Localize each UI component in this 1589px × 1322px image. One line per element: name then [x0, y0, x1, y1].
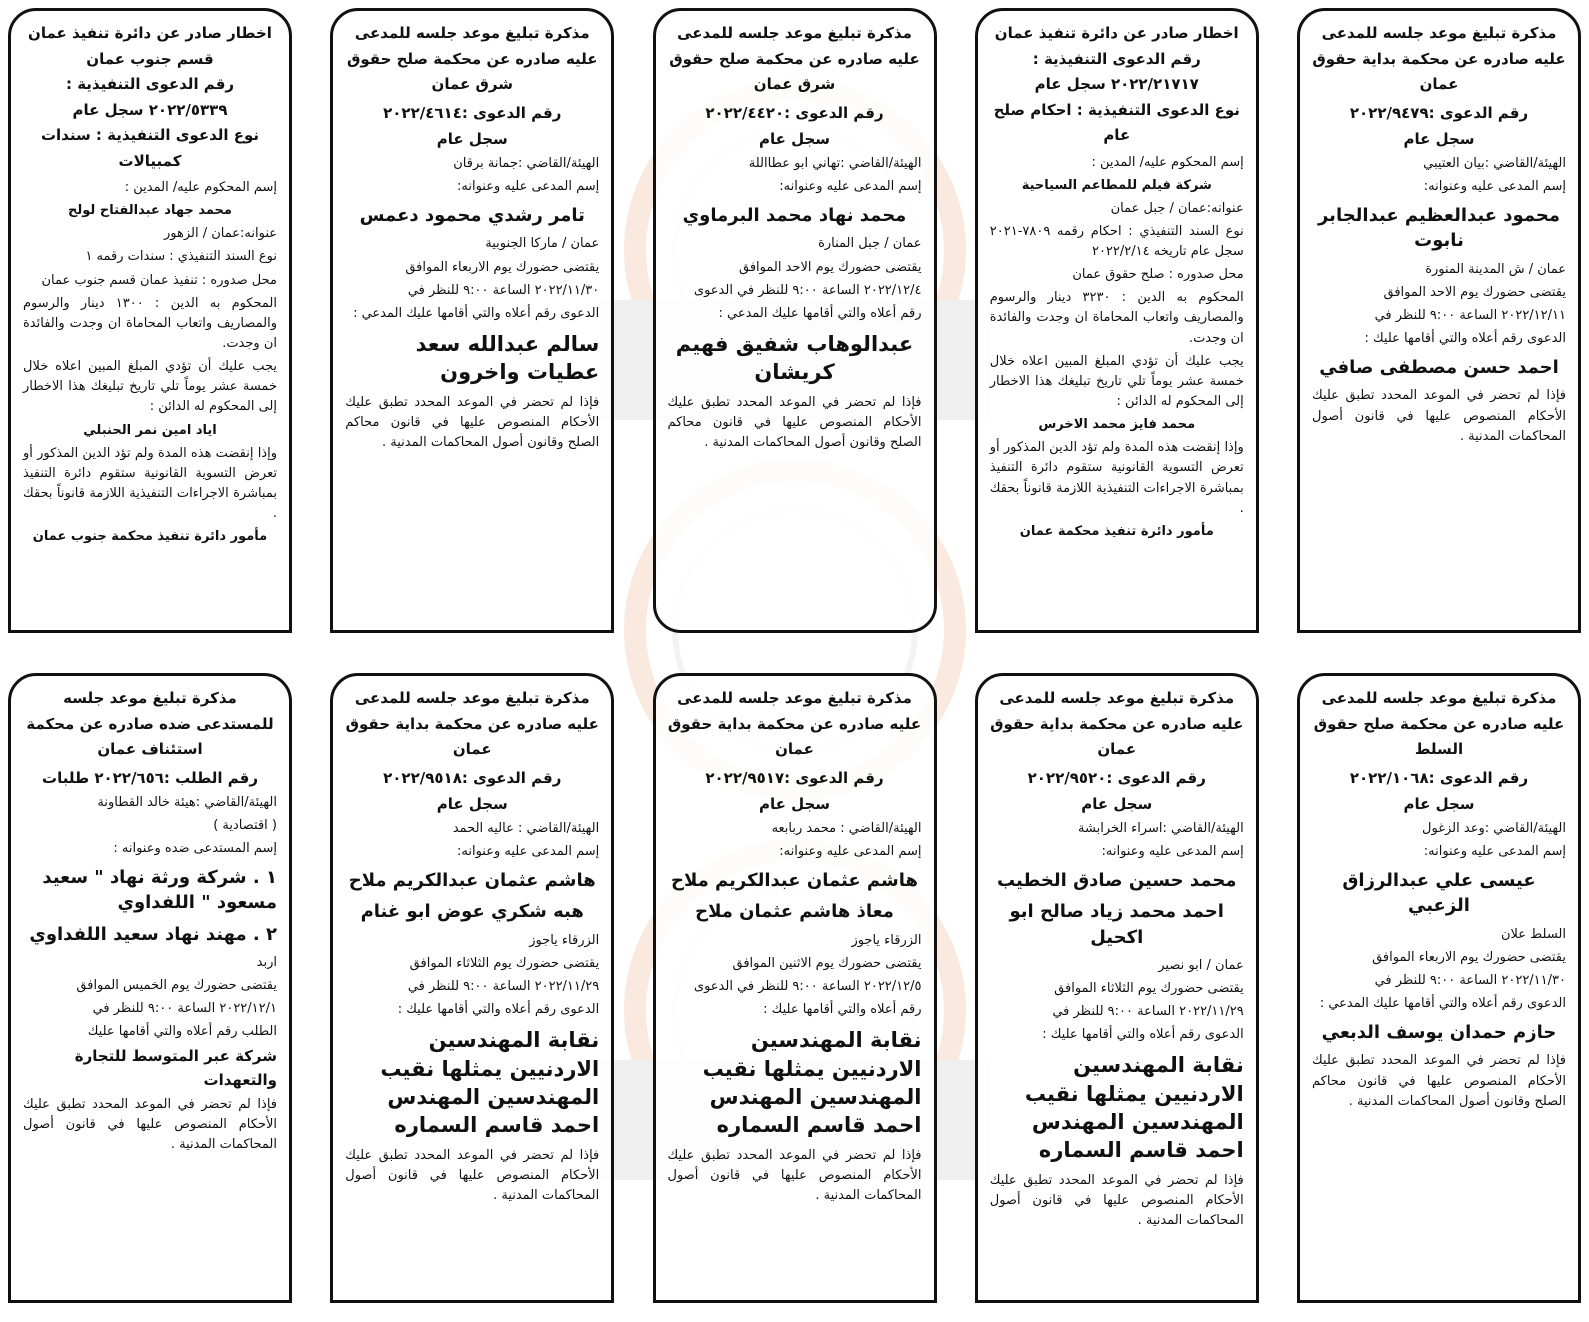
notice-line: الدعوى رقم أعلاه والتي أقامها عليك المدعي :	[353, 305, 600, 321]
notice-title-line: للمستدعى ضده صادره عن محكمة	[26, 714, 274, 733]
notice-title	[990, 21, 1244, 149]
notice-title	[668, 21, 922, 98]
notice-line: اياد امين نمر الحنبلي	[83, 422, 217, 438]
notice-line: نقابة المهندسين الاردنيين يمثلها نقيب المهندسين المهندس احمد قاسم السماره	[1024, 1053, 1244, 1163]
notice-line: إسم المحكوم عليه/ المدين :	[124, 180, 277, 195]
notice-title	[668, 686, 922, 763]
notice-card	[975, 673, 1259, 1303]
notice-title-line: عليه صادره عن محكمة بداية حقوق	[667, 714, 922, 733]
notices-row-bottom	[8, 673, 1581, 1303]
notice-line: نوع السند التنفيذي : سندات رقمه ١	[85, 249, 277, 265]
notice-title-line: مذكرة تبليغ موعد جلسه للمدعى	[1321, 689, 1557, 707]
notice-line: محل صدوره : تنفيذ عمان قسم جنوب عمان	[41, 272, 277, 288]
notice-title-line: رقم الدعوى التنفيذية :	[1032, 49, 1201, 68]
notice-line: ٢ . مهند نهاد سعيد اللفداوي	[29, 923, 277, 945]
notice-card	[1297, 673, 1581, 1303]
notice-line: نقابة المهندسين الاردنيين يمثلها نقيب المهندسين المهندس احمد قاسم السماره	[380, 1028, 600, 1138]
notice-line: محل صدوره : صلح حقوق عمان	[1072, 267, 1244, 283]
notice-line: هاشم عثمان عبدالكريم ملاح	[671, 870, 918, 892]
notice-card	[330, 673, 614, 1303]
notice-line: حازم حمدان يوسف الدبعي	[1321, 1022, 1557, 1044]
notice-title-line: نوع الدعوى التنفيذية : سندات كمبيالات	[40, 126, 260, 170]
notice-line: إسم المدعى عليه وعنوانه:	[456, 179, 600, 195]
notice-line: ٢٠٢٢/١٢/٥ الساعة ٩:٠٠ للنظر في الدعوى	[693, 978, 922, 994]
notice-line: مأمور دائرة تنفيذ محكمة عمان	[1019, 523, 1214, 539]
notice-line: ٢٠٢٢/١٢/٤ الساعة ٩:٠٠ للنظر في الدعوى	[693, 282, 922, 298]
notice-card	[8, 673, 292, 1303]
notice-title-line: مذكرة تبليغ موعد جلسه للمدعى	[677, 24, 912, 42]
notice-line: رقم الدعوى :٢٠٢٢/١٠٦٨	[1349, 768, 1529, 787]
notice-line: اربد	[256, 954, 277, 970]
notice-line: نوع السند التنفيذي : احكام رقمه ٧٨٠٩-٢٠٢١ سجل عام تاريخه ٢٠٢٢/٢/١٤	[989, 223, 1244, 260]
notice-card	[653, 673, 937, 1303]
notice-line: الطلب رقم أعلاه والتي أقامها عليك	[87, 1024, 277, 1040]
notice-line: المحكوم به الدين : ١٣٠٠ دينار والرسوم والمصاريف واتعاب المحاماة ان وجدت والفائدة ان وجدت.	[23, 295, 277, 351]
notice-line: فإذا لم تحضر في الموعد المحدد تطبق عليك الأحكام المنصوص عليها في قانون أصول المحاكمات المدنية .	[667, 1147, 922, 1203]
notice-line: سجل عام	[758, 129, 831, 148]
notice-line: ٢٠٢٢/١١/٢٩ الساعة ٩:٠٠ للنظر في	[1052, 1004, 1244, 1020]
notice-title-line: اخطار صادر عن دائرة تنفيذ عمان	[994, 24, 1239, 42]
notice-title-line: قسم جنوب عمان	[86, 49, 214, 68]
notice-line: عمان / ابو نصير	[1158, 957, 1244, 973]
notice-line: يقتضى حضورك يوم الاثنين الموافق	[732, 955, 922, 971]
notice-title	[23, 21, 277, 174]
notice-line: محمد حسين صادق الخطيب	[996, 870, 1237, 892]
notice-line: سجل عام	[1081, 794, 1153, 813]
notice-line: الدعوى رقم أعلاه والتي أقامها عليك :	[1042, 1027, 1244, 1043]
notice-title	[23, 686, 277, 763]
notice-line: الزرقاء ياجوز	[529, 932, 600, 948]
notice-title-line: مذكرة تبليغ موعد جلسه للمدعى	[999, 689, 1235, 707]
notice-line: الهيئة/القاضي :هيئة خالد القطاونة	[97, 794, 277, 810]
notice-line: رقم الدعوى :٢٠٢٢/٤٤٢٠	[705, 103, 884, 122]
notice-card	[8, 8, 292, 633]
notice-line: ٢٠٢٢/١٢/١١ الساعة ٩:٠٠ للنظر في	[1374, 307, 1566, 323]
notice-line: فإذا لم تحضر في الموعد المحدد تطبق عليك الأحكام المنصوص عليها في قانون محاكم الصلح وقانون أصول المحاكمات المدنية .	[1312, 1053, 1566, 1109]
notice-line: رقم الدعوى :٢٠٢٢/٩٥١٧	[705, 768, 884, 787]
notice-line: المحكوم به الدين : ٣٢٣٠ دينار والرسوم والمصاريف واتعاب المحاماة ان وجدت والفائدة ان وجدت.	[989, 290, 1244, 346]
notice-title-line: عليه صادره عن محكمة صلح حقوق	[346, 49, 598, 68]
notice-title-line: ٢٠٢٢/٢١٧١٧ سجل عام	[1034, 75, 1199, 93]
notice-line: رقم أعلاه والتي أقامها عليك المدعي :	[718, 305, 922, 321]
notice-line: الهيئة/القاضي :تهاني ابو عطااللة	[748, 156, 922, 171]
notice-line: عنوانه:عمان / الزهور	[164, 226, 277, 242]
notice-line: عمان / جبل المنارة	[818, 236, 922, 252]
notice-title-line: اخطار صادر عن دائرة تنفيذ عمان	[28, 24, 272, 42]
notice-line: هبه شكري عوض ابو غنام	[360, 901, 584, 923]
notice-line: فإذا لم تحضر في الموعد المحدد تطبق عليك الأحكام المنصوص عليها في قانون محاكم الصلح وقانون أصول المحاكمات المدنية .	[345, 394, 600, 450]
notice-line: فإذا لم تحضر في الموعد المحدد تطبق عليك الأحكام المنصوص عليها في قانون أصول المحاكمات المدنية .	[1312, 388, 1566, 444]
notice-title	[345, 686, 599, 763]
notice-line: يجب عليك أن تؤدي المبلغ المبين اعلاه خلال خمسة عشر يوماً تلي تاريخ تبليغك هذا الاخطار إلى المحكوم له الدائن :	[23, 359, 277, 415]
notice-line: ٢٠٢٢/١١/٣٠ الساعة ٩:٠٠ للنظر في	[407, 282, 600, 298]
notice-line: مأمور دائرة تنفيذ محكمة جنوب عمان	[32, 529, 268, 545]
notice-line: ٢٠٢٢/١١/٢٩ الساعة ٩:٠٠ للنظر في	[407, 978, 600, 994]
notice-line: سجل عام	[1403, 129, 1475, 148]
notice-line: يقتضى حضورك يوم الاربعاء الموافق	[405, 259, 600, 275]
notice-line: الهيئة/القاضي :بيان العتيبي	[1423, 156, 1566, 171]
notice-line: محمود عبدالعظيم عبدالجابر نابوت	[1317, 205, 1561, 252]
notice-line: عنوانه:عمان / جبل عمان	[1110, 200, 1244, 216]
notice-line: ٢٠٢٢/١٢/١ الساعة ٩:٠٠ للنظر في	[92, 1001, 277, 1017]
notice-line: ( اقتصادية )	[213, 817, 277, 833]
notice-line: نقابة المهندسين الاردنيين يمثلها نقيب المهندسين المهندس احمد قاسم السماره	[702, 1028, 922, 1138]
notice-line: الدعوى رقم أعلاه والتي أقامها عليك المدعي :	[1319, 996, 1566, 1012]
notice-line: عمان / ش المدينة المنورة	[1425, 261, 1566, 277]
notice-line: محمد فايز محمد الاخرس	[1038, 417, 1196, 433]
notice-title-line: عمان	[1097, 740, 1137, 758]
notice-title-line: عمان	[775, 740, 814, 758]
notice-line: رقم أعلاه والتي أقامها عليك :	[763, 1002, 922, 1018]
notice-line: رقم الدعوى :٢٠٢٢/٩٥١٨	[383, 768, 562, 787]
notice-title-line: عليه صادره عن محكمة صلح حقوق	[1313, 714, 1565, 733]
notice-title-line: عمان	[452, 740, 492, 758]
notice-title-line: عمان	[1419, 75, 1459, 93]
notice-line: عمان / ماركا الجنوبية	[485, 236, 600, 252]
notice-line: شركة فيلم للمطاعم السياحية	[1021, 177, 1212, 193]
notice-title-line: مذكرة تبليغ موعد جلسه للمدعى	[1321, 24, 1557, 42]
notice-line: إسم المحكوم عليه/ المدين :	[1091, 154, 1244, 170]
notice-title-line: استئناف عمان	[97, 740, 203, 758]
notice-line: يقتضى حضورك يوم الثلاثاء الموافق	[1054, 980, 1244, 996]
notice-line: ١ . شركة ورثة نهاد " سعيد مسعود " اللفداوي	[42, 867, 277, 914]
notice-line: سجل عام	[436, 794, 508, 813]
notice-line: الهيئة/القاضي :جمانة برقان	[453, 156, 600, 171]
notice-title-line: شرق عمان	[431, 75, 513, 93]
notice-title-line: عليه صادره عن محكمة صلح حقوق	[669, 49, 920, 68]
notice-title	[345, 21, 599, 98]
notice-title-line: رقم الدعوى التنفيذية :	[65, 75, 235, 93]
notice-line: تامر رشدي محمود دعمس	[359, 205, 585, 227]
notice-title-line: شرق عمان	[753, 75, 836, 93]
notice-line: احمد محمد زياد صالح ابو اكحيل	[1009, 901, 1224, 948]
notice-line: فإذا لم تحضر في الموعد المحدد تطبق عليك الأحكام المنصوص عليها في قانون محاكم الصلح وقانون أصول المحاكمات المدنية .	[667, 394, 922, 450]
notice-card	[330, 8, 614, 633]
notice-card	[653, 8, 937, 633]
notice-title	[1312, 686, 1566, 763]
notice-line: سجل عام	[758, 794, 831, 813]
notice-line: يقتضى حضورك يوم الاحد الموافق	[1383, 284, 1566, 300]
notice-line: إسم المدعى عليه وعنوانه:	[1423, 844, 1566, 860]
notice-line: معاذ هاشم عثمان ملاح	[695, 901, 894, 923]
notice-line: وإذا إنقضت هذه المدة ولم تؤد الدين المذكور أو تعرض التسوية القانونية ستقوم دائرة التنفيذ بمباشرة الاجراءات التنفيذية اللازمة قانوناً بحقك .	[23, 445, 277, 522]
notice-line: الدعوى رقم أعلاه والتي أقامها عليك :	[397, 1002, 600, 1018]
notice-line: الدعوى رقم أعلاه والتي أقامها عليك :	[1364, 331, 1566, 347]
notice-line: سجل عام	[436, 129, 508, 148]
notice-line: رقم الدعوى :٢٠٢٢/٤٦١٤	[383, 103, 562, 122]
notice-line: محمد جهاد عبدالفتاح لولح	[68, 203, 232, 219]
notice-line: وإذا إنقضت هذه المدة ولم تؤد الدين المذكور أو تعرض التسوية القانونية ستقوم دائرة التنفيذ بمباشرة الاجراءات التنفيذية اللازمة قانوناً بحقك .	[989, 440, 1244, 516]
notice-line: شركة عبر المتوسط للتجارة والتعهدات	[74, 1047, 277, 1089]
notice-line: عبدالوهاب شفيق فهيم كريشان	[675, 332, 914, 385]
notice-line: رقم الطلب :٢٠٢٢/٦٥٦ طلبات	[42, 768, 258, 787]
notice-line: فإذا لم تحضر في الموعد المحدد تطبق عليك الأحكام المنصوص عليها في قانون أصول المحاكمات المدنية .	[989, 1172, 1244, 1229]
notice-line: يقتضى حضورك يوم الثلاثاء الموافق	[409, 955, 600, 971]
notice-line: إسم المدعى عليه وعنوانه:	[779, 179, 922, 195]
notice-line: رقم الدعوى :٢٠٢٢/٩٤٧٩	[1349, 103, 1529, 122]
notice-title-line: عليه صادره عن محكمة بداية حقوق	[1312, 49, 1566, 68]
notice-title-line: السلط	[1414, 740, 1464, 758]
notice-line: يجب عليك أن تؤدي المبلغ المبين اعلاه خلال خمسة عشر يوماً تلي تاريخ تبليغك هذا الاخطار إلى المحكوم له الدائن :	[989, 353, 1244, 410]
notices-row-top	[8, 8, 1581, 633]
notice-line: الزرقاء ياجوز	[851, 932, 922, 948]
notice-line: رقم الدعوى :٢٠٢٢/٩٥٢٠	[1027, 768, 1206, 787]
notice-line: فإذا لم تحضر في الموعد المحدد تطبق عليك الأحكام المنصوص عليها في قانون أصول المحاكمات المدنية .	[345, 1147, 600, 1203]
notice-line: الهيئة/القاضي :وعد الزغول	[1422, 821, 1566, 836]
notice-line: إسم المستدعى ضده وعنوانه :	[113, 841, 277, 857]
notice-line: يقتضى حضورك يوم الاربعاء الموافق	[1372, 949, 1566, 965]
notice-title-line: مذكرة تبليغ موعد جلسه	[63, 689, 237, 707]
notice-line: الهيئة/القاضي : عاليه الحمد	[452, 821, 600, 836]
notice-line: عيسى علي عبدالرزاق الزعبي	[1342, 870, 1536, 917]
notice-line: هاشم عثمان عبدالكريم ملاح	[348, 870, 596, 892]
notice-line: الهيئة/القاضي :اسراء الخرابشة	[1078, 821, 1244, 836]
notice-title-line: عليه صادره عن محكمة بداية حقوق	[345, 714, 599, 733]
notice-title-line: مذكرة تبليغ موعد جلسه للمدعى	[677, 689, 912, 707]
notice-line: يقتضى حضورك يوم الخميس الموافق	[76, 977, 277, 993]
notice-title-line: ٢٠٢٢/٥٣٣٩ سجل عام	[72, 100, 228, 119]
notice-title-line: مذكرة تبليغ موعد جلسه للمدعى	[354, 689, 590, 707]
notice-title-line: عليه صادره عن محكمة بداية حقوق	[990, 714, 1244, 733]
notice-line: احمد حسن مصطفى صافي	[1319, 357, 1559, 379]
notice-line: الهيئة/القاضي : محمد ربابعه	[771, 821, 922, 836]
notice-card	[1297, 8, 1581, 633]
notice-card	[975, 8, 1259, 633]
notice-line: إسم المدعى عليه وعنوانه:	[456, 844, 600, 860]
notice-line: إسم المدعى عليه وعنوانه:	[1423, 179, 1566, 195]
notice-title	[990, 686, 1244, 763]
notice-line: سالم عبدالله سعد عطيات واخرون	[415, 332, 600, 385]
notice-line: سجل عام	[1403, 794, 1475, 813]
notice-line: السلط علان	[1500, 926, 1566, 942]
notice-title-line: مذكرة تبليغ موعد جلسه للمدعى	[354, 24, 590, 42]
notice-line: إسم المدعى عليه وعنوانه:	[1101, 844, 1244, 860]
notice-title-line: نوع الدعوى التنفيذية : احكام صلح عام	[993, 100, 1240, 144]
notice-line: إسم المدعى عليه وعنوانه:	[779, 844, 922, 860]
notice-title	[1312, 21, 1566, 98]
notice-line: محمد نهاد محمد البرماوي	[682, 205, 907, 227]
notice-line: فإذا لم تحضر في الموعد المحدد تطبق عليك الأحكام المنصوص عليها في قانون أصول المحاكمات المدنية .	[23, 1096, 277, 1153]
notice-line: يقتضى حضورك يوم الاحد الموافق	[738, 259, 922, 275]
notice-line: ٢٠٢٢/١١/٣٠ الساعة ٩:٠٠ للنظر في	[1374, 972, 1566, 988]
